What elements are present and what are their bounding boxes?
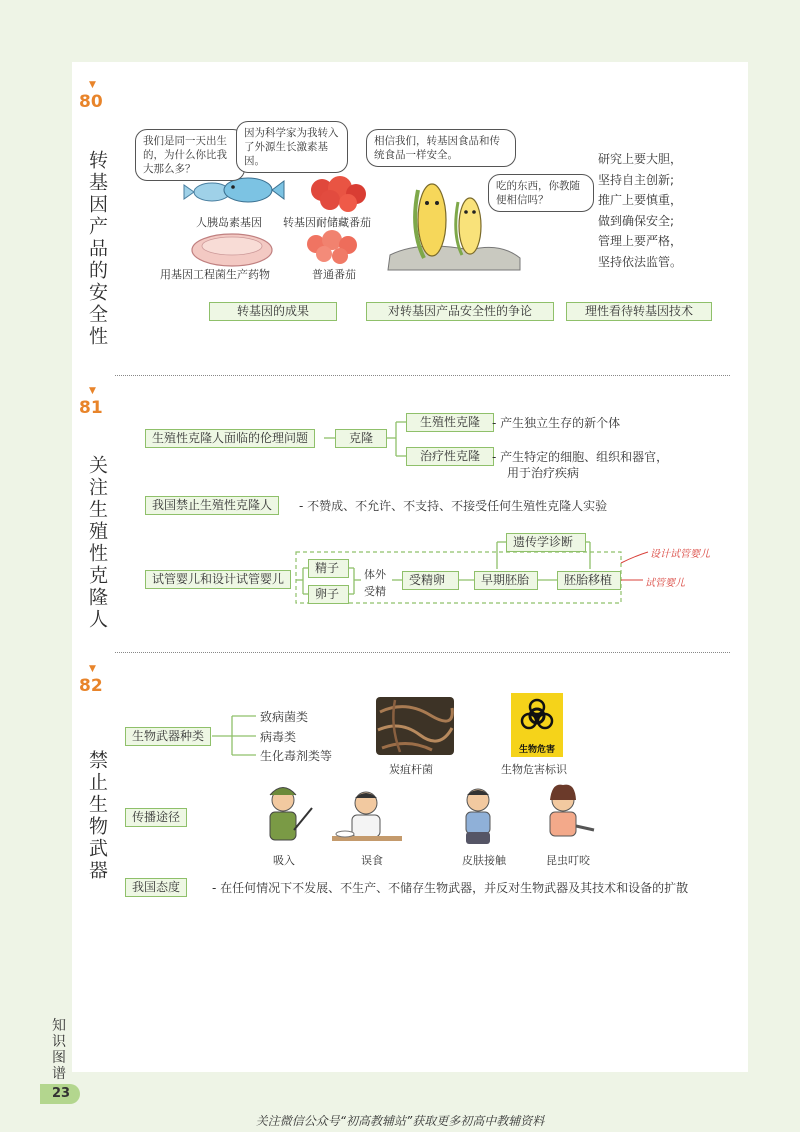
policy-line: 研究上要大胆， <box>598 152 683 166</box>
section-80-title: 转基因产品的安全性 <box>86 150 108 348</box>
caption-normal-tomato: 普通番茄 <box>312 268 356 281</box>
section-80-marker-icon: ▼ <box>89 80 96 90</box>
caption-anthrax: 炭疽杆菌 <box>389 763 433 776</box>
route-skin-contact: 皮肤接触 <box>462 854 506 867</box>
section-82-title: 禁止生物武器 <box>86 750 108 882</box>
policy-line: 做到确保安全; <box>598 213 675 228</box>
type-virus: 病毒类 <box>260 730 297 744</box>
handwritten-note-ivf: 试管婴儿 <box>645 578 685 589</box>
tech-policy-list <box>598 149 682 272</box>
stance-desc-text: 在任何情况下不发展、不生产、不储存生物武器，并反对生物武器及其技术和设备的扩散 <box>220 881 689 895</box>
anthrax-photo <box>376 697 454 755</box>
ban-desc: - 不赞成、不允许、不支持、不接受任何生殖性克隆人实验 <box>299 499 608 513</box>
therapeutic-clone-desc: - 产生特定的细胞、组织和器官， <box>492 450 669 464</box>
section-divider <box>115 375 730 376</box>
caption-biohazard: 生物危害标识 <box>501 763 567 776</box>
speech-bubble-corn-2: 吃的东西，你教随便相信吗？ <box>488 174 594 212</box>
gm-achievements-box: 转基因的成果 <box>209 302 337 321</box>
policy-line: 坚持依法监管。 <box>598 254 683 269</box>
section-82-marker-icon: ▼ <box>89 664 96 674</box>
therapeutic-clone-desc-text: 产生特定的细胞、组织和器官， <box>500 450 669 464</box>
fish-illustration <box>184 178 284 202</box>
type-toxin: 生化毒剂类等 <box>260 749 333 763</box>
section-81-number: 81 <box>79 398 103 418</box>
clone-box: 克隆 <box>335 429 387 448</box>
soldier-illustration <box>270 788 312 841</box>
reproductive-clone-desc: - 产生独立生存的新个体 <box>492 416 621 430</box>
section-80-number: 80 <box>79 92 103 112</box>
speech-bubble-fish-1: 我们是同一天出生的，为什么你比我大那么多？ <box>135 129 245 181</box>
footer-watermark: 关注微信公众号“初高教辅站”获取更多初高中教辅资料 <box>255 1114 545 1128</box>
invitro-label-2: 受精 <box>364 585 386 598</box>
eating-person-illustration <box>332 792 402 841</box>
embryo-transfer-box: 胚胎移植 <box>557 571 621 590</box>
transmission-box: 传播途径 <box>125 808 187 827</box>
petri-dish-illustration <box>192 234 272 266</box>
ivf-box: 试管婴儿和设计试管婴儿 <box>145 570 291 589</box>
caption-engineered-drugs: 用基因工程菌生产药物 <box>160 268 270 281</box>
route-inhalation: 吸入 <box>273 854 295 867</box>
caption-insulin-gene: 人胰岛素基因 <box>196 216 262 229</box>
reproductive-clone-box: 生殖性克隆 <box>406 413 494 432</box>
genetic-diagnosis-box: 遗传学诊断 <box>506 533 586 552</box>
section-81-title: 关注生殖性克隆人 <box>86 455 108 631</box>
egg-box: 卵子 <box>308 585 349 604</box>
side-label: 知识图谱 <box>52 1018 66 1082</box>
zygote-box: 受精卵 <box>402 571 459 590</box>
speech-bubble-fish-2: 因为科学家为我转入了外源生长激素基因。 <box>236 121 348 173</box>
gm-safety-debate-box: 对转基因产品安全性的争论 <box>366 302 554 321</box>
caption-gm-tomato: 转基因耐储藏番茄 <box>283 216 371 229</box>
skin-contact-illustration <box>466 789 490 844</box>
early-embryo-box: 早期胚胎 <box>474 571 538 590</box>
biohazard-sign-label: 生物危害 <box>518 745 555 755</box>
stance-desc: - 在任何情况下不发展、不生产、不储存生物武器，并反对生物武器及其技术和设备的扩散 <box>212 881 689 895</box>
rational-view-box: 理性看待转基因技术 <box>566 302 712 321</box>
ban-desc-text: 不赞成、不允许、不支持、不接受任何生殖性克隆人实验 <box>307 499 608 513</box>
sperm-box: 精子 <box>308 559 349 578</box>
section-82-number: 82 <box>79 676 103 696</box>
reproductive-clone-desc-text: 产生独立生存的新个体 <box>500 416 621 430</box>
weapon-types-box: 生物武器种类 <box>125 727 211 746</box>
policy-line: 管理上要严格， <box>598 234 683 248</box>
therapeutic-clone-desc-2: 用于治疗疾病 <box>507 466 580 480</box>
route-ingestion: 误食 <box>361 854 383 867</box>
page-number: 23 <box>52 1086 71 1101</box>
ban-box: 我国禁止生殖性克隆人 <box>145 496 279 515</box>
stance-box: 我国态度 <box>125 878 187 897</box>
handwritten-note-designer-ivf: 设计试管婴儿 <box>650 549 710 560</box>
insect-bite-illustration <box>550 785 594 836</box>
type-bacteria: 致病菌类 <box>260 710 309 724</box>
therapeutic-clone-box: 治疗性克隆 <box>406 447 494 466</box>
ethics-issue-box: 生殖性克隆人面临的伦理问题 <box>145 429 315 448</box>
policy-line: 坚持自主创新; <box>598 172 675 187</box>
invitro-label-1: 体外 <box>364 568 386 581</box>
route-insect-bite: 昆虫叮咬 <box>546 854 590 867</box>
speech-bubble-corn-1: 相信我们，转基因食品和传统食品一样安全。 <box>366 129 516 167</box>
policy-line: 推广上要慎重， <box>598 193 683 207</box>
section-divider <box>115 652 730 653</box>
section-81-marker-icon: ▼ <box>89 386 96 396</box>
